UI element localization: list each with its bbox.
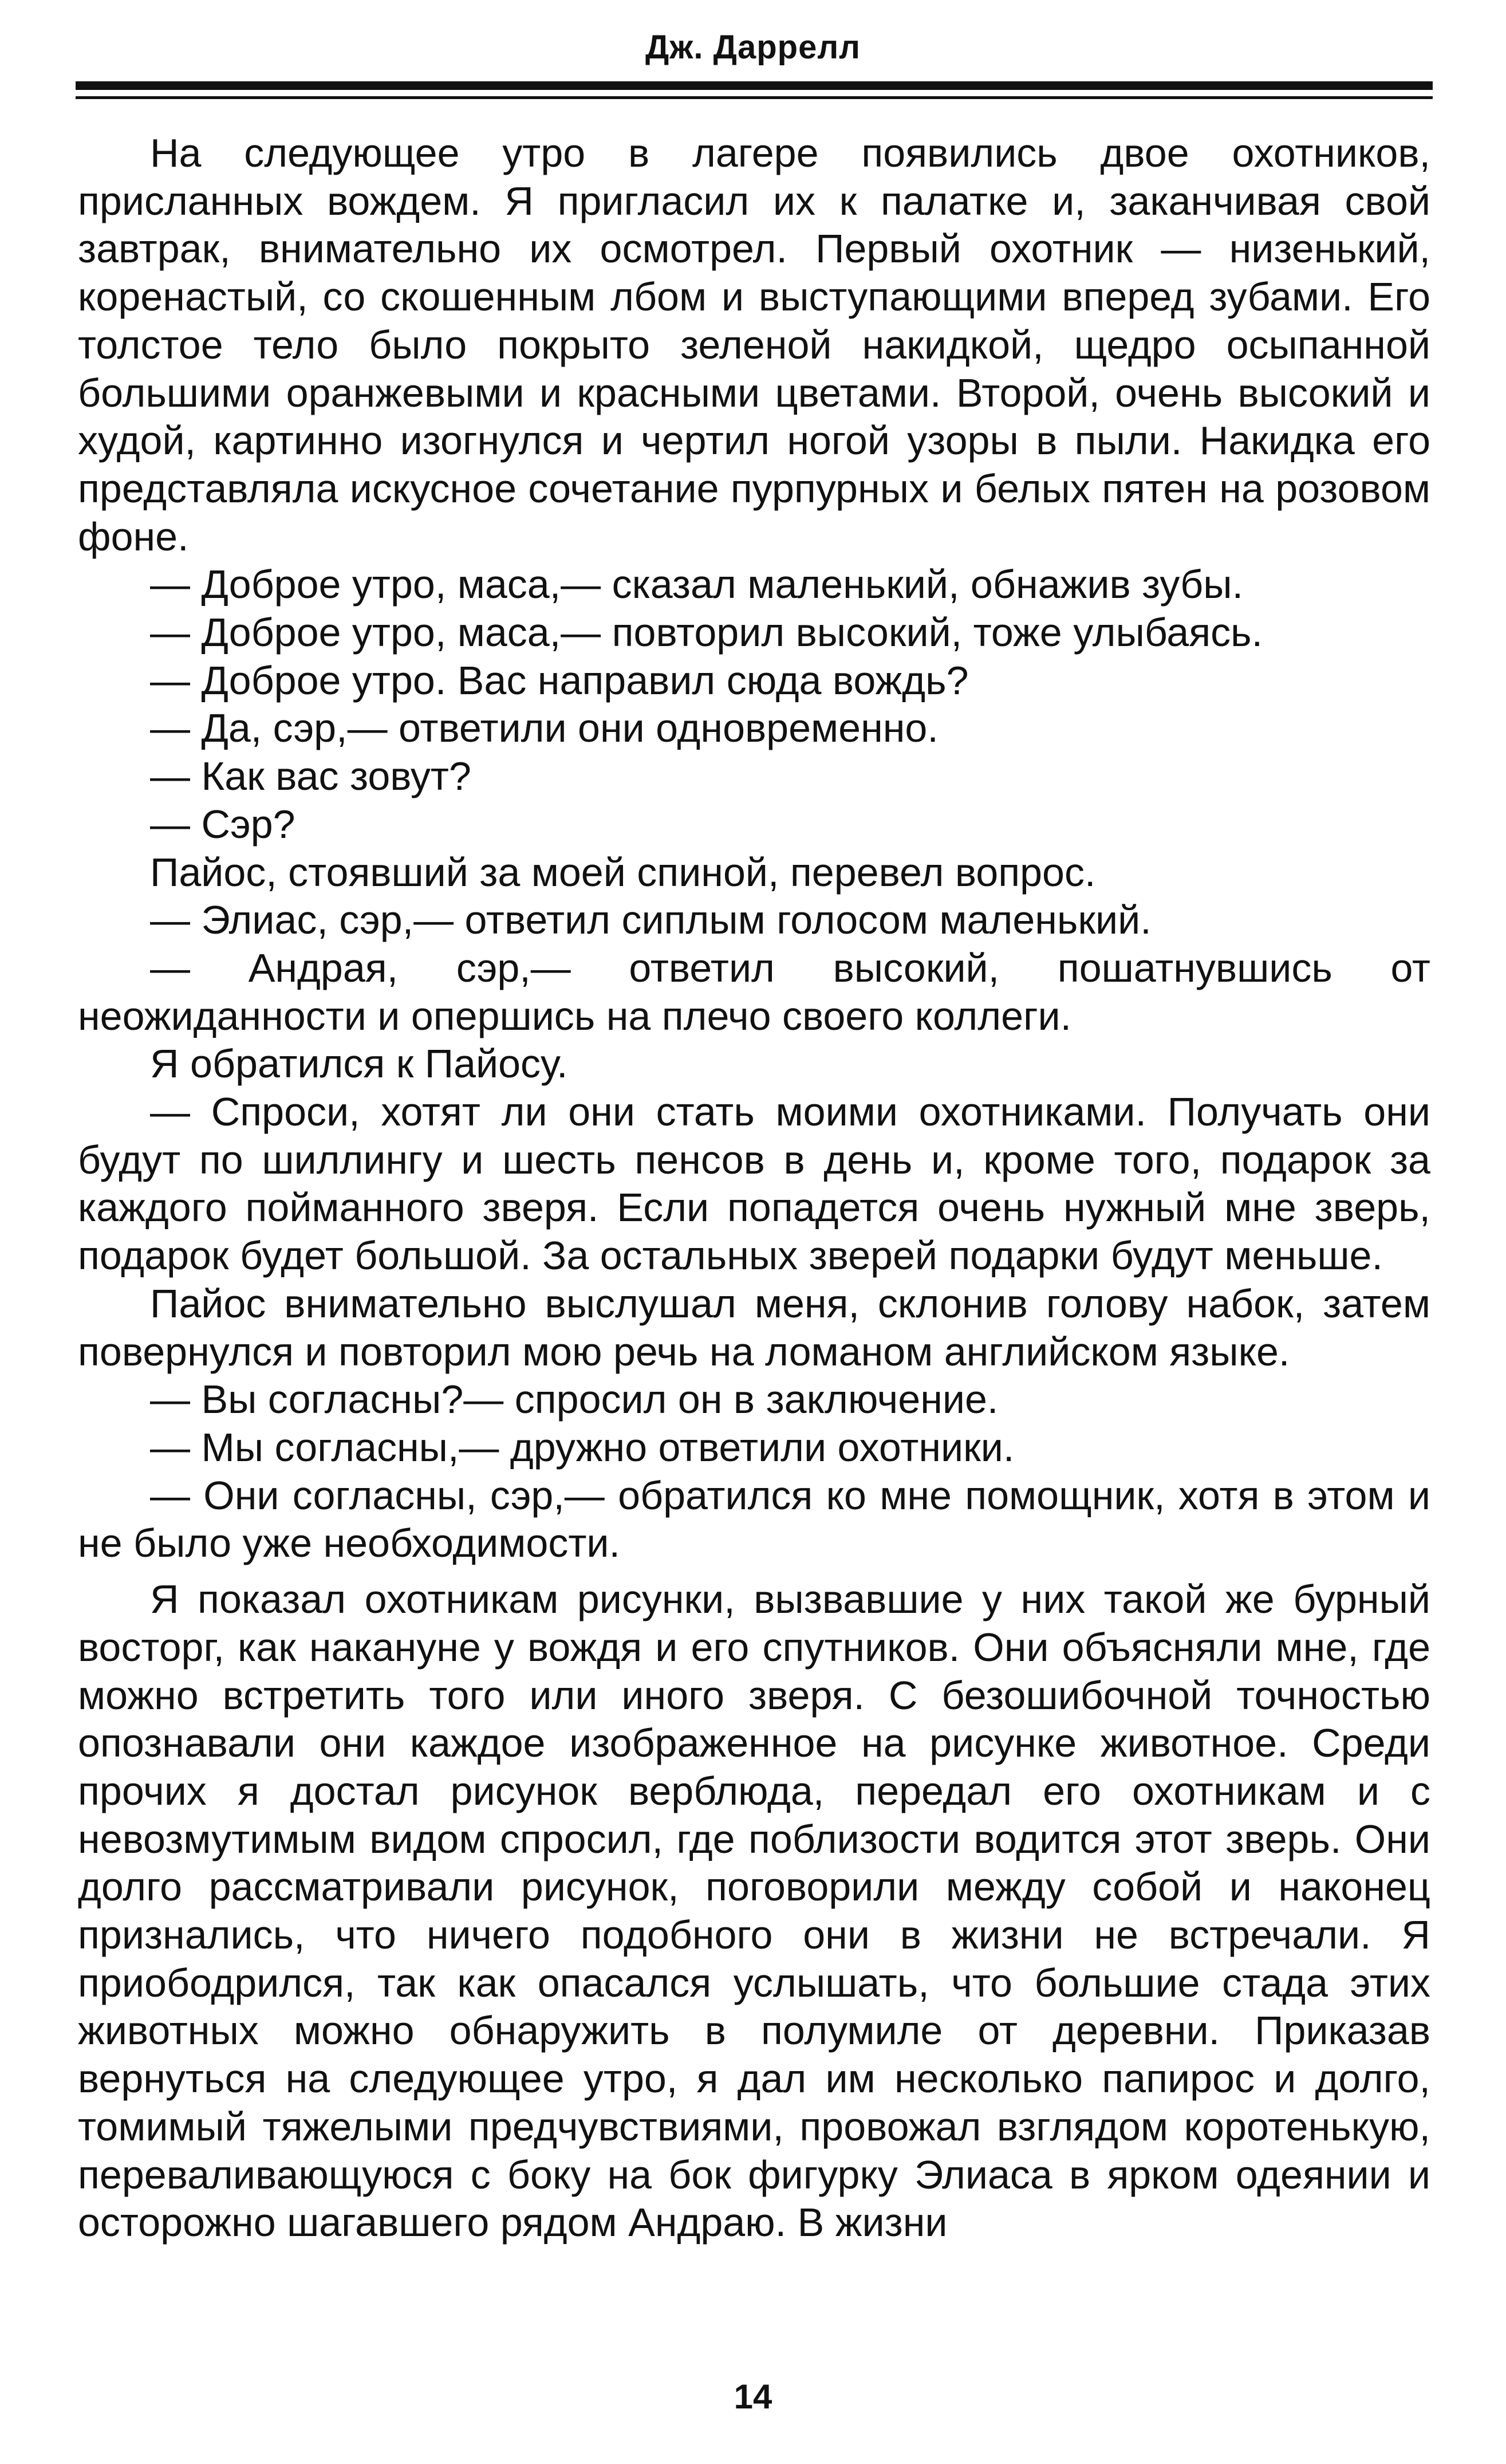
paragraph: На следующее утро в лагере появились двое охотников, присланных вождем. Я пригласил их к палатке и, заканчивая свой завтрак, внимательно их осмотрел. Первый охотник — низенький, коренастый, со скошенным лбом и выступающими вперед зубами. Его толстое тело было покрыто зеленой накидкой, щедро осыпанной большими оранжевыми и красными цветами. Второй, очень высокий и худой, картинно изогнулся и чертил ногой узоры в пыли. Накидка его представляла искусное сочетание пурпурных и белых пятен на розовом фоне. <box>78 131 1430 559</box>
paragraph: — Андрая, сэр,— ответил высокий, пошатнувшись от неожиданности и опершись на плечо своего коллеги. <box>78 945 1430 1038</box>
paragraph: — Они согласны, сэр,— обратился ко мне помощник, хотя в этом и не было уже необходимости. <box>78 1473 1430 1566</box>
paragraph: — Доброе утро, маса,— сказал маленький, обнажив зубы. <box>150 562 1244 607</box>
paragraph: — Спроси, хотят ли они стать моими охотниками. Получать они будут по шиллингу и шесть пенсов в день и, кроме того, подарок за каждого пойманного зверя. Если попадется очень нужный мне зверь, подарок будет большой. За остальных зверей подарки будут меньше. <box>78 1089 1430 1278</box>
paragraph: — Сэр? <box>150 801 295 847</box>
header-rule-thin <box>76 96 1433 99</box>
paragraph: — Доброе утро. Вас направил сюда вождь? <box>150 658 969 703</box>
paragraph: — Мы согласны,— дружно ответили охотники. <box>150 1424 1015 1470</box>
paragraph: — Элиас, сэр,— ответил сиплым голосом маленький. <box>150 898 1152 943</box>
page-body <box>78 129 1430 2247</box>
running-header: Дж. Даррелл <box>645 29 861 66</box>
paragraph: Пайос, стоявший за моей спиной, перевел вопрос. <box>150 849 1096 895</box>
paragraph: — Доброе утро, маса,— повторил высокий, тоже улыбаясь. <box>150 610 1263 655</box>
paragraph: Я показал охотникам рисунки, вызвавшие у них такой же бурный восторг, как накануне у вождя и его спутников. Они объясняли мне, где можно встретить того или иного зверя. С безошибочной точностью опознавали они каждое изображенное на рисунке животное. Среди прочих я достал рисунок верблюда, передал его охотникам и с невозмутимым видом спросил, где поблизости водится этот зверь. Они долго рассматривали рисунок, поговорили между собой и наконец признались, что ничего подобного они в жизни не встречали. Я приободрился, так как опасался услышать, что большие стада этих животных можно обнаружить в полумиле от деревни. Приказав вернуться на следующее утро, я дал им несколько папирос и долго, томимый тяжелыми предчувствиями, провожал взглядом коротенькую, переваливающуюся с боку на бок фигурку Элиаса в ярком одеянии и осторожно шагавшего рядом Андраю. В жизни <box>78 1577 1430 2245</box>
page-number: 14 <box>734 2378 772 2416</box>
paragraph: Пайос внимательно выслушал меня, склонив голову набок, затем повернулся и повторил мою речь на ломаном английском языке. <box>78 1281 1430 1374</box>
header-rule-thick <box>76 81 1433 90</box>
paragraph: — Как вас зовут? <box>150 754 471 799</box>
paragraph: — Да, сэр,— ответили они одновременно. <box>150 706 939 751</box>
paragraph: Я обратился к Пайосу. <box>150 1041 568 1087</box>
paragraph: — Вы согласны?— спросил он в заключение. <box>150 1377 999 1422</box>
